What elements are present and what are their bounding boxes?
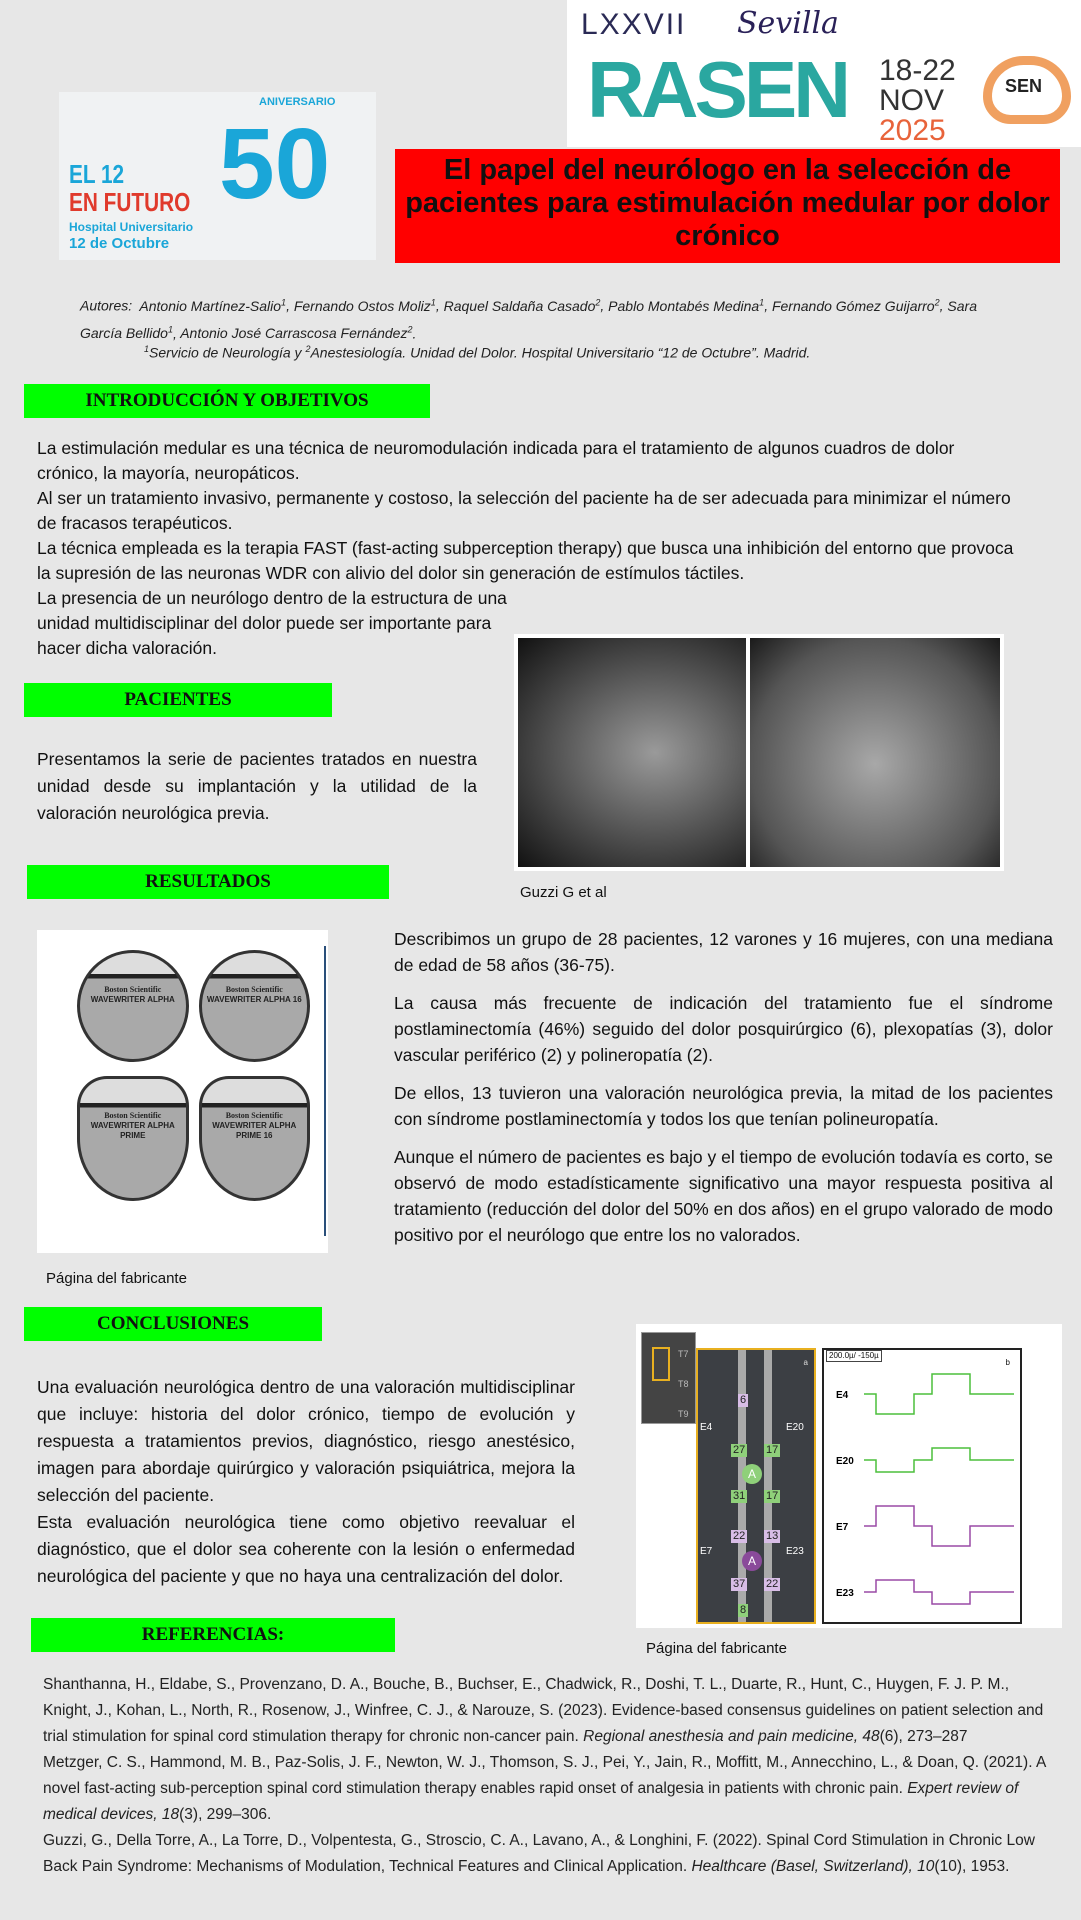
paragraph: Al ser un tratamiento invasivo, permanente y costoso, la selección del paciente ha de ser adecuada para minimizar el número de fracasos terapéuticos. [37,488,1011,533]
dates-month: NOV [879,84,945,117]
channel-label: E20 [836,1456,854,1467]
waveform-trace [864,1448,1014,1472]
contact-label: 17 [766,1490,779,1502]
xray-figure [514,634,1004,871]
aff-sup: 1 [144,344,150,354]
sen-text: SEN [1005,76,1043,96]
author: Fernando Ostos Moliz$^1$ [293,297,436,314]
patients-text: Presentamos la serie de pacientes tratados en nuestra unidad desde su implantación y la utilidad de la valoración neurológica previa. [37,749,477,823]
section-heading-conclusions: CONCLUSIONES [24,1307,322,1341]
affiliation [144,344,810,361]
divider [324,946,326,1236]
brand: Boston Scientific [225,985,283,994]
model: WAVEWRITER ALPHA 16 [206,995,302,1004]
logo-line3: Hospital Universitario [69,220,194,234]
paragraph: De ellos, 13 tuvieron una valoración neurológica previa, la mitad de los pacientes con síndrome postlaminectomía y todos los que tenían polineuropatía. [394,1083,1053,1129]
contact-label: 37 [733,1578,746,1590]
xray-caption: Guzzi G et al [520,884,607,901]
brand: Boston Scientific [104,985,162,994]
paragraph: La estimulación medular es una técnica de neuromodulación indicada para el tratamiento de algunos cuadros de dolor crónico, la mayoría, neuropáticos. [37,438,955,483]
xray-image-right [750,638,1000,867]
section-heading-results: RESULTADOS [27,865,389,899]
dates-text [879,56,956,146]
poster-title: El papel del neurólogo en la selección de pacientes para estimulación medular por dolor crónico [395,149,1060,263]
waveform-trace [864,1580,1014,1604]
electrode-caption: Página del fabricante [646,1640,787,1657]
device-image [199,950,311,1062]
channel-label: E20 [786,1422,804,1433]
paragraph: La presencia de un neurólogo dentro de la estructura de una unidad multidisciplinar del dolor puede ser importante para hacer dicha valoración. [37,588,507,658]
devices-caption: Página del fabricante [46,1270,187,1287]
edition-text: LXXVII [581,8,687,41]
contact-label: 22 [733,1530,746,1542]
contact-label: 8 [740,1604,747,1616]
fifty-mark: 50 [219,108,331,220]
level-label: T7 [678,1349,689,1359]
author: Pablo Montabés Medina$^1$ [608,297,765,314]
device-image [199,1076,311,1201]
intro-text [37,436,1017,661]
author: Fernando Gómez Guijarro$^2$ [771,297,940,314]
waveforms [824,1350,1020,1622]
anode-marker: A [742,1551,762,1571]
dates-days: 18-22 [879,54,956,87]
channel-label: E23 [786,1546,804,1557]
paragraph: Aunque el número de pacientes es bajo y el tiempo de evolución todavía es corto, se observó de modo estadísticamente significativo una mayor respuesta positiva al tratamiento (reducción del dolor del 50% en dos años) en el grupo valorado de modo positivo por el neurólogo que entre los no valorados. [394,1147,1053,1245]
contact-label: 22 [766,1578,779,1590]
fluoro-inset [641,1332,696,1424]
reference-item: Metzger, C. S., Hammond, M. B., Paz-Solis, J. F., Newton, W. J., Thomson, S. J., Pei, Y., Jain, R., Moffitt, M., Annecchino, L., & Doan, Q. (2021). A novel fast-acting sub-perception spinal cord stimulation therapy enables rapid onset of analgesia in patients with chronic pain. Expert review of medical devices, 18(3), 299–306. [43,1754,1046,1823]
aff-text: Servicio de Neurología y [149,344,306,361]
level-label: T8 [678,1379,689,1389]
contact-label: 6 [740,1394,747,1406]
lead-panel-a [696,1348,816,1624]
reference-item: Guzzi, G., Della Torre, A., La Torre, D., Volpentesta, G., Stroscio, C. A., Lavano, A., & Longhini, F. (2022). Spinal Cord Stimulation in Chronic Low Back Pain Syndrome: Mechanisms of Modulation, Technical Features and Clinical Application. Healthcare (Basel, Switzerland), 10(10), 1953. [43,1832,1035,1875]
panel-label: a [803,1358,808,1367]
author: Antonio Martínez-Salio$^1$ [139,297,287,314]
waveform-trace [864,1374,1014,1414]
dates-year: 2025 [879,114,946,147]
panel-label: b [1005,1358,1010,1367]
aff-text: Anestesiología. Unidad del Dolor. Hospital Universitario “12 de Octubre”. Madrid. [310,344,811,361]
inset-highlight [652,1347,670,1381]
contact-label: 17 [766,1444,779,1456]
channel-label: E4 [836,1390,849,1401]
scale-label: 200.0µ/ -150µ [826,1350,882,1362]
section-heading-references: REFERENCIAS: [31,1618,395,1652]
devices-figure [37,930,328,1253]
level-label: T9 [678,1409,689,1419]
device-image [77,1076,189,1201]
reference-item: Shanthanna, H., Eldabe, S., Provenzano, D. A., Bouche, B., Buchser, E., Chadwick, R., Doshi, T. L., Duarte, R., Hunt, C., Huygen, F. J. P. M., Knight, J., Kohan, L., North, R., Rosenow, J., Winfree, C. J., & Narouze, S. (2023). Evidence-based consensus guidelines on patient selection and trial stimulation for spinal cord stimulation therapy for chronic non-cancer pain. Regional anesthesia and pain medicine, 48(6), 273–287 [43,1676,1044,1745]
contact-label: 31 [733,1490,746,1502]
references-list [43,1672,1053,1880]
channel-label: E7 [700,1546,713,1557]
author-names: Antonio Martínez-Salio$^1$, Fernando Ostos Moliz$^1$, Raquel Saldaña Casado$^2$, Pablo Montabés Medina$^1$, Fernando Gómez Guijarro$^2$, Sara García Bellido$^1$, Antonio José Carrascosa Fernández$^2$. [80,297,977,342]
rasen-text: RASEN [587,45,848,134]
electrode-figure [636,1324,1062,1628]
waveform-panel-b [822,1348,1022,1624]
model: WAVEWRITER ALPHA PRIME 16 [212,1121,297,1140]
logo-line1: EL 12 [69,159,125,189]
author: Sara García Bellido$^1$ [80,297,977,342]
contact-label: 27 [733,1444,746,1456]
city-text: Sevilla [737,6,839,41]
device-image [77,950,189,1062]
xray-image-left [518,638,746,867]
paragraph: La causa más frecuente de indicación del tratamiento fue el síndrome postlaminectomía (46%) seguido del dolor posquirúrgico (6), plexopatías (3), dolor vascular periférico (2) y polineropatía (2). [394,993,1053,1065]
brand: Boston Scientific [225,1111,283,1120]
paragraph: La técnica empleada es la terapia FAST (fast-acting subperception therapy) que busca una inhibición del entorno que provoca la supresión de las neuronas WDR con alivio del dolor sin generación de estímulos táctiles. [37,538,1014,583]
hospital-logo [59,92,376,260]
model: WAVEWRITER ALPHA PRIME [90,1121,175,1140]
congress-logo [567,0,1081,147]
channel-label: E23 [836,1588,854,1599]
section-heading-patients: PACIENTES [24,683,332,717]
paragraph: Describimos un grupo de 28 pacientes, 12 varones y 16 mujeres, con una mediana de edad de 58 años (36-75). [394,929,1053,975]
waveform-trace [864,1506,1014,1546]
authors-label: Autores: [80,297,133,314]
section-heading-intro: INTRODUCCIÓN Y OBJETIVOS [24,384,430,418]
author: Antonio José Carrascosa Fernández$^2$ [180,324,413,342]
logo-line4: 12 de Octubre [69,235,170,252]
aff-sup: 2 [305,344,311,354]
channel-label: E7 [836,1522,849,1533]
channel-label: E4 [700,1422,713,1433]
brand: Boston Scientific [104,1111,162,1120]
logo-line2: EN FUTURO [69,187,191,217]
author: Raquel Saldaña Casado$^2$ [443,297,601,314]
contact-label: 13 [766,1530,779,1542]
anniversary-text: ANIVERSARIO [259,96,336,108]
conclusions-text [37,1374,575,1590]
anode-marker: A [742,1464,762,1484]
model: WAVEWRITER ALPHA [90,995,175,1004]
paragraph: Esta evaluación neurológica tiene como objetivo reevaluar el diagnóstico, que el dolor sea coherente con la lesión o enfermedad neurológica del paciente y que no haya una centralización del dolor. [37,1512,575,1586]
results-text [394,926,1053,1260]
paragraph: Una evaluación neurológica dentro de una valoración multidisciplinar que incluye: historia del dolor crónico, tiempo de evolución y respuesta a tratamientos previos, diagnóstico, riesgo anestésico, imagen para abordaje quirúrgico y valoración psiquiátrica, mejora la selección del paciente. [37,1377,575,1505]
authors-list [80,290,980,345]
